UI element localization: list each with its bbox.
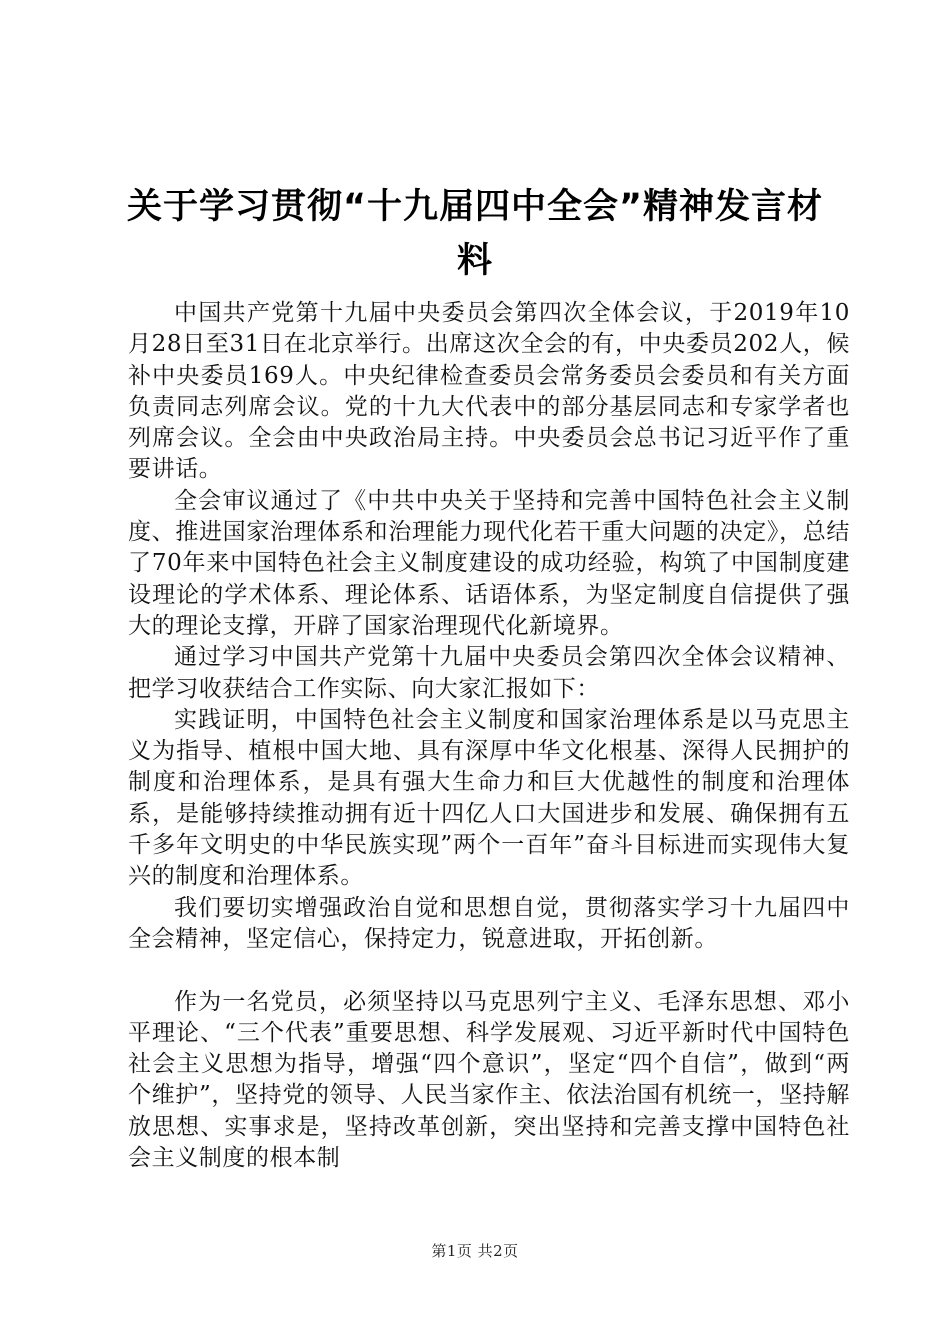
document-title: 关于学习贯彻“十九届四中全会”精神发言材料 (126, 187, 823, 281)
paragraph-plenum-intro: 中国共产党第十九届中央委员会第四次全体会议，于2019年10月28日至31日在北京举行。出席这次全会的有，中央委员202人，候补中央委员169人。中央纪律检查委员会常务委员会委员和有关方面负责同志列席会议。党的十九大代表中的部分基层同志和专家学者也列席会议。全会由中央政治局主持。中央委员会总书记习近平作了重要讲话。 (128, 300, 850, 483)
paragraph-report-intro: 通过学习中国共产党第十九届中央委员会第四次全体会议精神、把学习收获结合工作实际、向大家汇报如下： (128, 644, 850, 702)
document-body (128, 298, 850, 1174)
page-number-footer: 第1页 共2页 (431, 1242, 519, 1260)
paragraph-practice: 实践证明，中国特色社会主义制度和国家治理体系是以马克思主义为指导、植根中国大地、具有深厚中华文化根基、深得人民拥护的制度和治理体系，是具有强大生命力和巨大优越性的制度和治理体系，是能够持续推动拥有近十四亿人口大国进步和发展、确保拥有五千多年文明史的中华民族实现”两个一百年”奋斗目标进而实现伟大复兴的制度和治理体系。 (128, 706, 850, 890)
paragraph-commitment: 我们要切实增强政治自觉和思想自觉，贯彻落实学习十九届四中全会精神，坚定信心，保持定力，锐意进取，开拓创新。 (128, 894, 850, 952)
paragraph-party-member: 作为一名党员，必须坚持以马克思列宁主义、毛泽东思想、邓小平理论、“三个代表”重要思想、科学发展观、习近平新时代中国特色社会主义思想为指导，增强“四个意识”，坚定“四个自信”，做到“两个维护”，坚持党的领导、人民当家作主、依法治国有机统一，坚持解放思想、实事求是，坚持改革创新，突出坚持和完善支撑中国特色社会主义制度的根本制 (128, 988, 850, 1172)
paragraph-decision: 全会审议通过了《中共中央关于坚持和完善中国特色社会主义制度、推进国家治理体系和治理能力现代化若干重大问题的决定》，总结了70年来中国特色社会主义制度建设的成功经验，构筑了中国制度建设理论的学术体系、理论体系、话语体系，为坚定制度自信提供了强大的理论支撑，开辟了国家治理现代化新境界。 (128, 487, 850, 639)
